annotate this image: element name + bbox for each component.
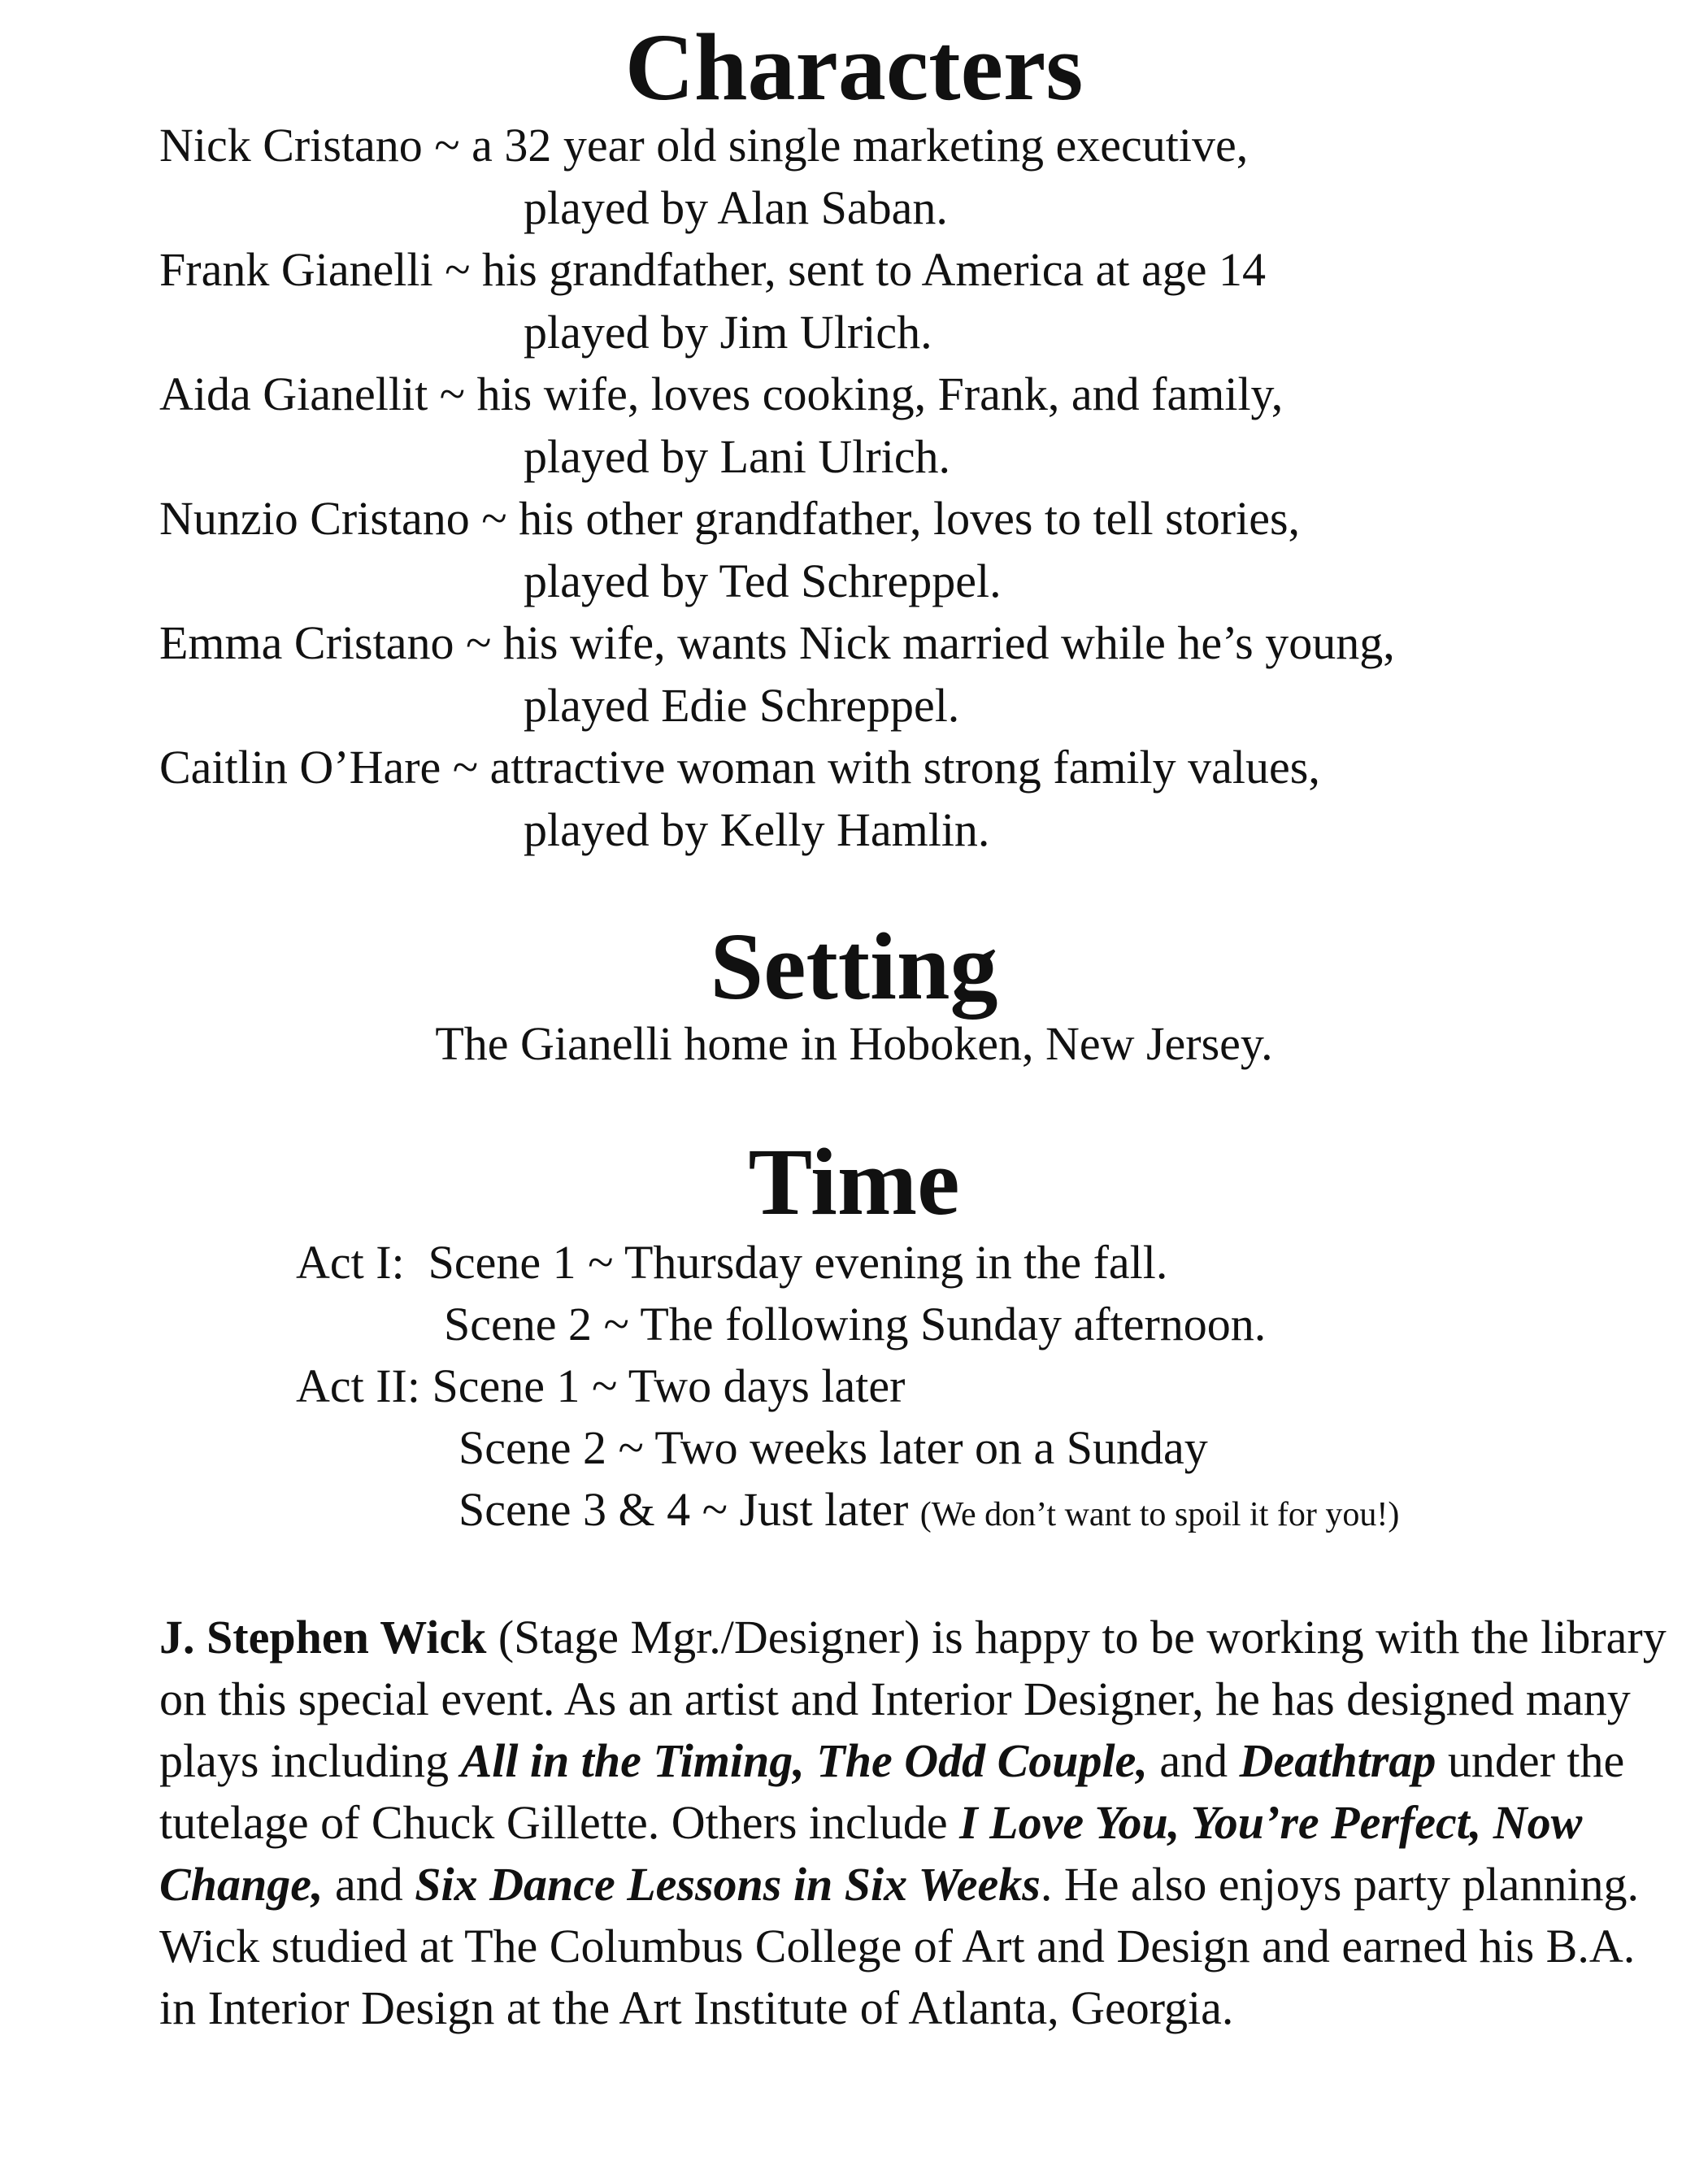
bio-text-4: under the tutelage of Chuck Gillette. Others include (159, 1734, 1625, 1849)
bio-text-1: (Stage Mgr./Designer) is happy to be working with the library on this special event. As an artist and Interior Designer, he has designed many plays including (159, 1611, 1667, 1787)
character-line-frank: Frank Gianelli ~ his grandfather, sent to America at age 14 (159, 243, 1267, 296)
time-act1-scene1: Act I: Scene 1 ~ Thursday evening in the fall. (296, 1236, 1168, 1289)
time-act2-scene1: Act II: Scene 1 ~ Two days later (296, 1359, 906, 1412)
time-aside: (We don’t want to spoil it for you!) (919, 1496, 1400, 1533)
designer-bio (159, 1607, 1671, 2039)
character-actor-aida: played by Lani Ulrich. (524, 430, 951, 483)
character-actor-frank: played by Jim Ulrich. (524, 306, 932, 359)
character-line-caitlin: Caitlin O’Hare ~ attractive woman with strong family values, (159, 741, 1320, 794)
character-line-nunzio: Nunzio Cristano ~ his other grandfather, loves to tell stories, (159, 492, 1301, 545)
character-line-aida: Aida Gianellit ~ his wife, loves cooking, Frank, and family, (159, 368, 1284, 420)
bio-play-5: Six Dance Lessons in Six Weeks (415, 1858, 1041, 1911)
bio-text-2 (805, 1734, 817, 1787)
bio-play-3: Deathtrap (1239, 1734, 1436, 1787)
character-actor-emma: played Edie Schreppel. (524, 679, 960, 732)
character-actor-nunzio: played by Ted Schreppel. (524, 555, 1002, 607)
character-line-nick: Nick Cristano ~ a 32 year old single marketing executive, (159, 119, 1249, 172)
bio-name: J. Stephen Wick (159, 1611, 487, 1664)
setting-heading: Setting (710, 913, 998, 1020)
setting-text: The Gianelli home in Hoboken, New Jersey. (435, 1017, 1273, 1070)
bio-play-2: The Odd Couple, (816, 1734, 1148, 1787)
bio-text-6: . He also enjoys party planning. Wick studied at The Columbus College of Art and Design and earned his B.A. in Interior Design at the Art Institute of Atlanta, Georgia. (159, 1858, 1640, 2034)
bio-text-3: and (1147, 1734, 1240, 1787)
bio-play-4: I Love You, You’re Perfect, Now Change, (159, 1796, 1583, 1911)
characters-heading: Characters (624, 14, 1084, 120)
time-act2-scene2: Scene 2 ~ Two weeks later on a Sunday (459, 1421, 1208, 1474)
bio-play-1: All in the Timing, (460, 1734, 805, 1787)
character-actor-nick: played by Alan Saban. (524, 181, 948, 234)
time-heading: Time (748, 1129, 960, 1235)
time-act1-scene2: Scene 2 ~ The following Sunday afternoon. (444, 1298, 1267, 1350)
bio-text-5: and (323, 1858, 415, 1911)
time-act2-scene3-4 (459, 1483, 1400, 1536)
character-line-emma: Emma Cristano ~ his wife, wants Nick married while he’s young, (159, 616, 1395, 669)
character-actor-caitlin: played by Kelly Hamlin. (524, 803, 990, 856)
time-act2-scene3-4-text: Scene 3 & 4 ~ Just later (459, 1483, 909, 1536)
